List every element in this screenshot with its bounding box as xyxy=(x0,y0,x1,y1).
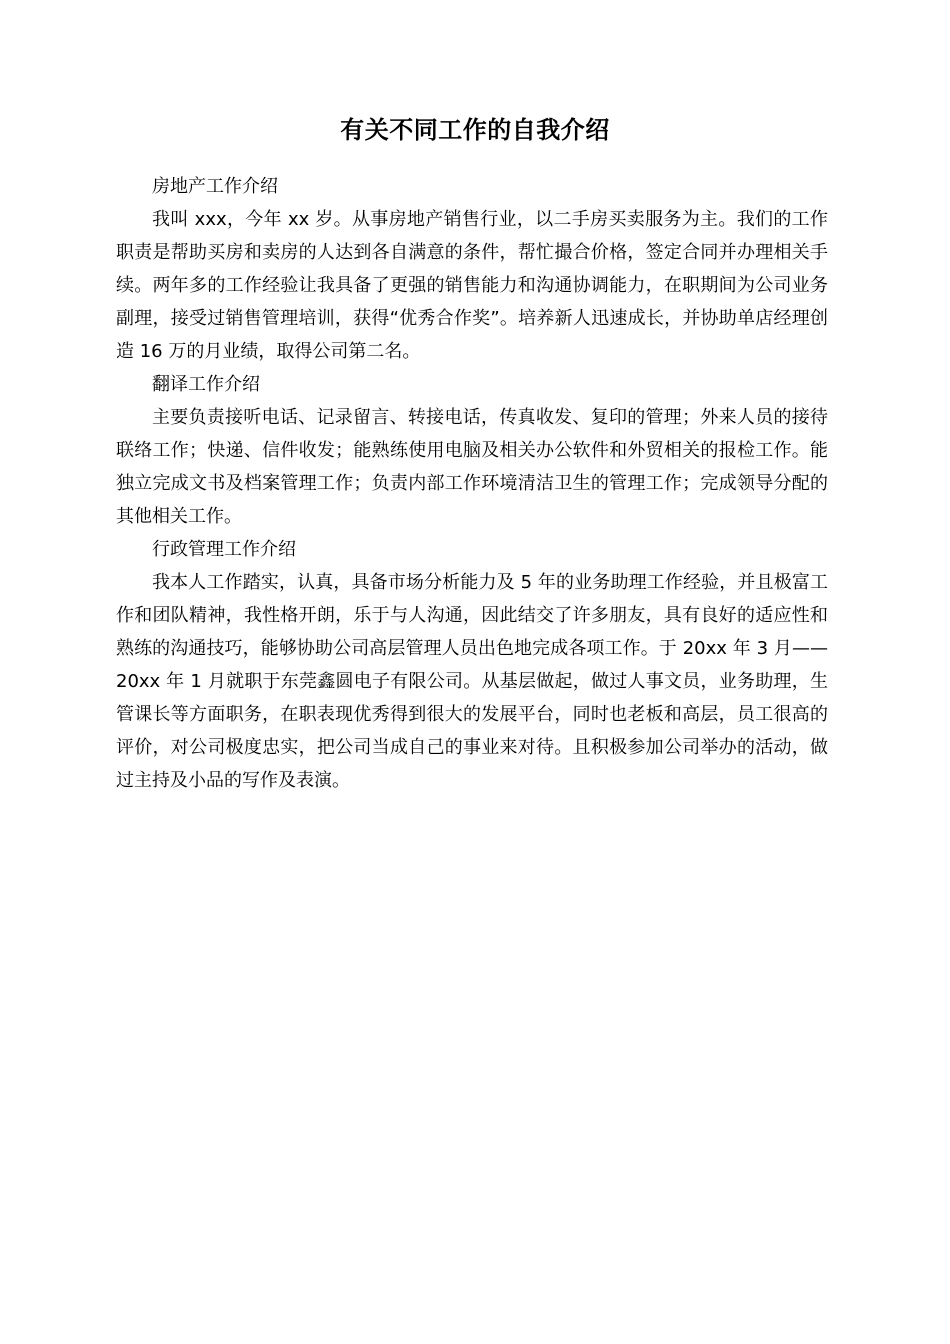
section-paragraph: 主要负责接听电话、记录留言、转接电话，传真收发、复印的管理；外来人员的接待联络工作；快递、信件收发；能熟练使用电脑及相关办公软件和外贸相关的报检工作。能独立完成文书及档案管理工作；负责内部工作环境清洁卫生的管理工作；完成领导分配的其他相关工作。 xyxy=(116,407,828,527)
section-administration xyxy=(116,533,828,797)
section-heading: 翻译工作介绍 xyxy=(152,374,260,395)
section-paragraph: 我叫 xxx，今年 xx 岁。从事房地产销售行业，以二手房买卖服务为主。我们的工作职责是帮助买房和卖房的人达到各自满意的条件，帮忙撮合价格，签定合同并办理相关手续。两年多的工作经验让我具备了更强的销售能力和沟通协调能力，在职期间为公司业务副理，接受过销售管理培训，获得“优秀合作奖”。培养新人迅速成长，并协助单店经理创造 16 万的月业绩，取得公司第二名。 xyxy=(116,209,828,362)
section-translation xyxy=(116,368,828,533)
section-real-estate xyxy=(116,170,828,368)
section-heading: 行政管理工作介绍 xyxy=(152,539,296,560)
document-body xyxy=(116,170,828,797)
section-paragraph: 我本人工作踏实，认真，具备市场分析能力及 5 年的业务助理工作经验，并且极富工作和团队精神，我性格开朗，乐于与人沟通，因此结交了许多朋友，具有良好的适应性和熟练的沟通技巧，能够协助公司高层管理人员出色地完成各项工作。于 20xx 年 3 月——20xx 年 1 月就职于东莞鑫圆电子有限公司。从基层做起，做过人事文员，业务助理，生管课长等方面职务，在职表现优秀得到很大的发展平台，同时也老板和高层，员工很高的评价，对公司极度忠实，把公司当成自己的事业来对待。且积极参加公司举办的活动，做过主持及小品的写作及表演。 xyxy=(116,572,828,791)
section-heading: 房地产工作介绍 xyxy=(152,176,278,197)
document-title: 有关不同工作的自我介绍 xyxy=(340,116,610,144)
